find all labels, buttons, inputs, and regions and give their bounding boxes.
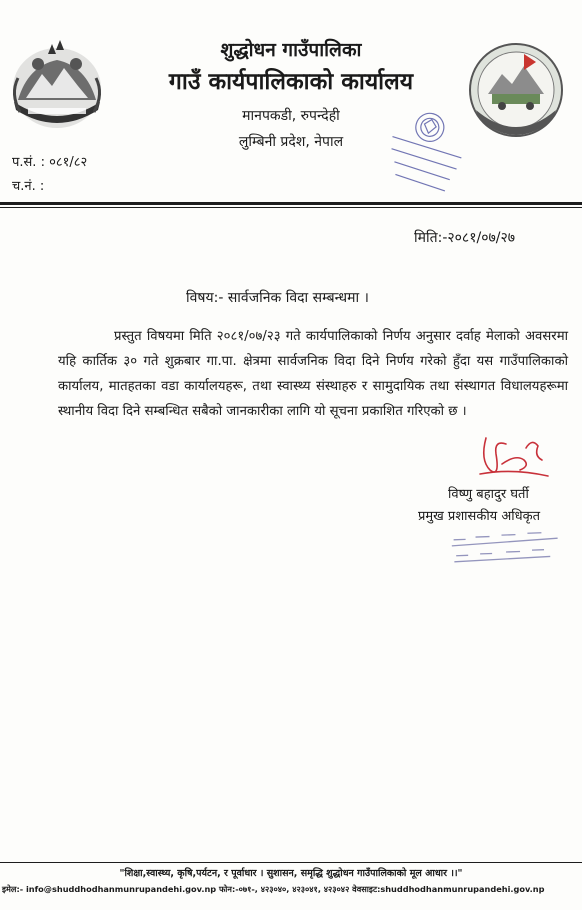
letter-date: मिति:-२०८१/०७/२७	[414, 230, 516, 246]
office-stamp-icon	[375, 105, 475, 205]
footer-contact: इमेल:- info@shuddhodhanmunrupandehi.gov.np फोन:-०७१-, ४२३०४०, ४२३०४१, ४२३०४२ वेवसाइट:shuddhodhanmunrupandehi.gov.np	[2, 884, 545, 894]
letter-body: प्रस्तुत विषयमा मिति २०८१/०७/२३ गते कार्यपालिकाको निर्णय अनुसार दर्वाह मेलाको अवसरमा यहि कार्तिक ३० गते शुक्रबार गा.पा. क्षेत्रमा सार्वजनिक विदा दिने निर्णय गरेको हुँदा यस गाउँपालिकाको कार्यालय, मातहतका वडा कार्यालयहरू, तथा स्वास्थ्य संस्थाहरु र सामुदायिक तथा संस्थागत विधालयहरूमा स्थानीय विदा दिने सम्बन्धित सबैको जानकारीका लागि यो सूचना प्रकाशित गरिएको छ ।	[58, 329, 568, 419]
header-rule-thin	[0, 207, 582, 208]
municipality-name: शुद्धोधन गाउँपालिका	[220, 39, 362, 61]
header-rule	[0, 202, 582, 205]
signatory-name: विष्णु बहादुर घर्ती	[448, 487, 529, 502]
footer-motto: "शिक्षा,स्वास्थ्य, कृषि,पर्यटन, र पूर्वाधार । सुशासन, समृद्धि शुद्धोधन गाउँपालिकाको मूल आधार ।।"	[119, 868, 463, 879]
reference-number: प.सं. : ०८१/८२	[12, 155, 88, 170]
signature-icon	[472, 430, 552, 486]
name-stamp-icon	[446, 530, 566, 570]
office-name: गाउँ कार्यपालिकाको कार्यालय	[168, 69, 414, 95]
office-address: मानपकडी, रुपन्देही	[242, 108, 340, 124]
dispatch-number: च.नं. :	[12, 179, 45, 194]
letter-subject: विषय:- सार्वजनिक विदा सम्बन्धमा ।	[186, 290, 369, 306]
municipality-logo-icon	[462, 40, 570, 140]
footer-rule	[0, 862, 582, 863]
signatory-title: प्रमुख प्रशासकीय अधिकृत	[418, 509, 541, 524]
province-country: लुम्बिनी प्रदेश, नेपाल	[238, 134, 344, 150]
